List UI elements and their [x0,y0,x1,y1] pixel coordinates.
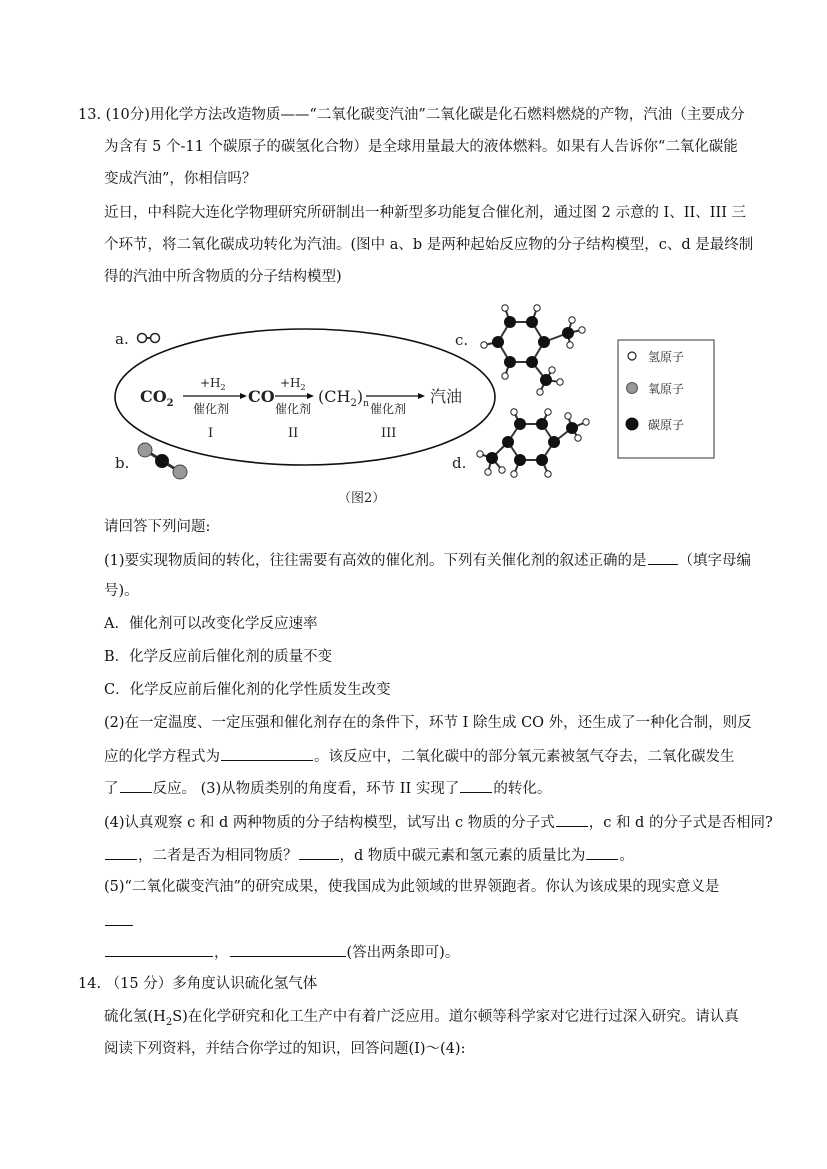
sub-question-1-line-1 [104,549,751,571]
sub-question-5-line-1: (5)“二氧化碳变汽油”的研究成果，使我国成为此领域的世界领跑者。你认为该成果的现实意义是 [104,879,720,895]
co2-formula: $CO_2$ [140,387,174,409]
step-label-1: I [208,426,214,441]
answer-blank-reaction-type[interactable] [120,777,152,793]
catalyst-label-3: 催化剂 [370,402,407,416]
sub-question-5-text-end: (答出两条即可)。 [346,945,460,961]
answer-separator: ， [214,945,229,961]
q13-score: (10分) [105,107,150,123]
sub-question-5-line-2 [104,910,134,932]
answer-blank-1[interactable] [648,549,678,565]
arrow-head-1 [240,393,247,399]
oxygen-atom-icon [627,383,638,394]
q14-text-b: S)在化学研究和化工生产中有着广泛应用。道尔顿等科学家对它进行过深入研究。请认真 [172,1009,739,1025]
molecule-model-d [477,409,589,477]
answer-blank-significance-1[interactable] [105,941,213,957]
answer-blank-significance-short[interactable] [105,910,133,926]
answer-blank-equation[interactable] [221,745,313,761]
q14-line-1 [104,1007,739,1027]
sub-question-3-text: 反应。 (3)从物质类别的角度看，环节 II 实现了 [152,781,460,797]
step-label-2: II [288,426,299,441]
molecule-model-c [481,305,585,395]
arrow-head-2 [307,393,314,399]
atom-legend [618,340,714,458]
sub-question-2-line-1: (2)在一定温度、一定压强和催化剂存在的条件下，环节 I 除生成 CO 外，还生成了一种化合制，则反 [104,715,752,731]
sub-question-4-line-1 [104,811,773,833]
hydrogen-molecule-model-a [138,334,160,343]
q13-para2-line-2: 个环节，将二氧化碳成功转化为汽油。(图中 a、b 是两种起始反应物的分子结构模型，c、d 是最终制 [104,237,754,253]
q14-title-line [78,974,317,994]
h2-reagent-2: $+H_2$ [280,376,306,392]
step-label-3: III [381,426,397,441]
legend-carbon: 碳原子 [648,418,685,432]
q14-number: 14. [78,976,102,992]
sub-question-2-text-a: 应的化学方程式为 [104,749,220,765]
sub-question-1-text: (1)要实现物质间的转化，往往需要有高效的催化剂。下列有关催化剂的叙述正确的是 [104,553,647,569]
figure-label-a: a. [115,330,129,348]
co-formula: CO [248,387,275,406]
ch2n-formula: $(CH_2)_n$ [318,387,369,409]
legend-oxygen: 氧原子 [648,382,685,396]
sub-question-4-text-c: ，二者是否为相同物质？ [138,848,298,864]
figure-label-c: c. [455,331,469,349]
carbon-atom-icon [626,418,639,431]
option-a: A．催化剂可以改变化学反应速率 [104,616,318,632]
q13-line-1 [78,105,745,125]
q14-title: （15 分）多角度认识硫化氢气体 [105,976,318,992]
sub-question-4-text-d: ，d 物质中碳元素和氢元素的质量比为 [339,848,586,864]
sub-question-3-text-end: 的转化。 [493,781,552,797]
answer-blank-significance-2[interactable] [230,941,346,957]
sub-question-2-text-b: 。该反应中，二氧化碳中的部分氧元素被氢气夺去，二氧化碳发生 [314,749,735,765]
sub-question-1-text-end: （填字母编 [678,553,752,569]
option-b: B．化学反应前后催化剂的质量不变 [104,649,333,665]
sub-question-4-text-end: 。 [619,848,634,864]
answer-prompt: 请回答下列问题: [104,519,211,535]
hydrogen-atom-icon [628,352,636,360]
answer-blank-formula-c[interactable] [556,811,588,827]
figure-label-d: d. [452,454,467,472]
reaction-figure [100,300,740,510]
legend-hydrogen: 氢原子 [648,350,685,364]
catalyst-label-1: 催化剂 [193,402,230,416]
q13-para2-line-1: 近日，中科院大连化学物理研究所研制出一种新型多功能复合催化剂，通过图 2 示意的 I、II、III 三 [104,205,747,221]
h2-reagent-1: $+H_2$ [200,376,226,392]
option-c: C．化学反应前后催化剂的化学性质发生改变 [104,682,391,698]
q13-line-3: 变成汽油”，你相信吗？ [104,171,257,187]
answer-blank-mass-ratio[interactable] [586,844,618,860]
q14-line-2: 阅读下列资料，并结合你学过的知识，回答问题(I)～(4): [104,1041,466,1057]
figure-label-b: b. [115,454,130,472]
q13-intro-text: 用化学方法改造物质——“二氧化碳变汽油”二氧化碳是化石燃料燃烧的产物，汽油（主要成分 [149,107,745,123]
sub-question-2-text-c: 了 [104,781,119,797]
sub-question-2-line-2 [104,745,735,767]
catalyst-label-2: 催化剂 [275,402,312,416]
sub-question-4-text-b: ，c 和 d 的分子式是否相同? [588,815,773,831]
arrow-head-3 [418,393,425,399]
q13-para2-line-3: 得的汽油中所含物质的分子结构模型) [104,269,342,285]
answer-blank-conversion[interactable] [460,777,492,793]
gasoline-label: 汽油 [430,387,463,406]
q13-line-2: 为含有 5 个-11 个碳原子的碳氢化合物）是全球用量最大的液体燃料。如果有人告诉你“二氧化碳能 [104,139,738,155]
answer-blank-same-substance[interactable] [299,844,339,860]
sub-question-4-text-a: (4)认真观察 c 和 d 两种物质的分子结构模型，试写出 c 物质的分子式 [104,815,555,831]
q14-text-a: 硫化氢(H [104,1009,166,1025]
answer-blank-same-formula[interactable] [105,844,137,860]
q13-number: 13. [78,107,102,123]
sub-question-1-line-2: 号)。 [104,583,139,599]
sub-question-5-line-3 [104,941,459,963]
figure-caption: （图2） [338,491,386,506]
sub-question-2-3-line [104,777,551,799]
q14-subscript: 2 [165,1016,173,1028]
sub-question-4-line-2 [104,844,634,866]
